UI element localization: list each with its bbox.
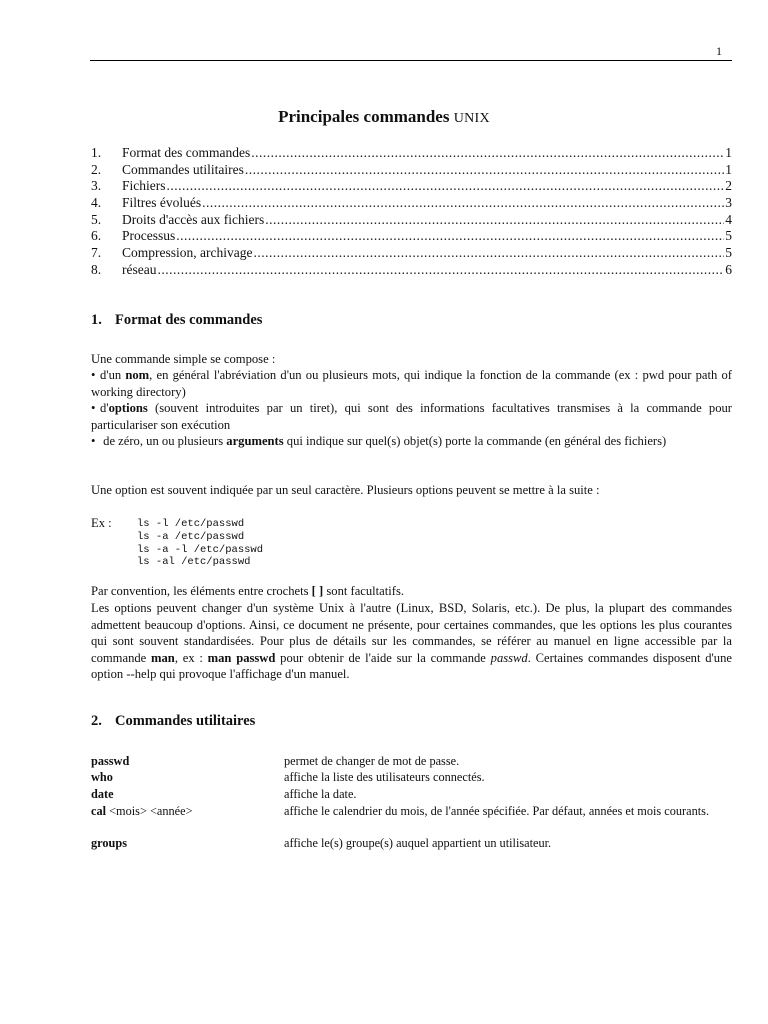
- command-name: [91, 835, 127, 851]
- toc-page: 5: [725, 228, 732, 244]
- man-keyword: man: [151, 650, 175, 665]
- bullet-keyword: arguments: [226, 434, 284, 448]
- command-keyword: groups: [91, 836, 127, 850]
- bullet-text-pre: d': [100, 401, 109, 415]
- example-code-block: [137, 518, 263, 569]
- toc-label: Droits d'accès aux fichiers: [122, 211, 265, 227]
- toc-page: 2: [725, 178, 732, 194]
- command-description: affiche la liste des utilisateurs connectés.: [284, 770, 485, 784]
- command-name: [91, 803, 193, 819]
- toc-number: 5.: [91, 211, 102, 227]
- toc-label: Format des commandes: [122, 145, 251, 160]
- title-unix: UNIX: [453, 111, 490, 126]
- page-title: [0, 107, 768, 127]
- code-line: ls -al /etc/passwd: [137, 556, 251, 569]
- code-line: ls -a /etc/passwd: [137, 530, 245, 543]
- toc-number: 8.: [91, 261, 102, 277]
- toc-leader: [251, 145, 724, 161]
- toc-entry[interactable]: [91, 195, 732, 212]
- toc-page: 5: [725, 245, 732, 261]
- section-heading-1: [91, 312, 262, 329]
- brackets: [ ]: [311, 584, 324, 598]
- man-passwd-keyword: man passwd: [207, 650, 276, 665]
- toc-label: Commandes utilitaires: [122, 161, 244, 177]
- bullet-icon: •: [91, 401, 96, 415]
- bullet-text-post: qui indique sur quel(s) objet(s) porte la commande (en général des fichiers): [283, 434, 667, 448]
- toc-label: Filtres évolués: [122, 195, 202, 211]
- toc-number: 6.: [91, 228, 102, 244]
- command-name: [91, 753, 129, 769]
- title-main: Principales commandes: [278, 107, 450, 126]
- toc-entry[interactable]: [91, 212, 732, 229]
- bullet-options: [91, 400, 732, 433]
- passwd-italic: passwd: [490, 650, 528, 665]
- toc-page: 4: [725, 211, 732, 227]
- bullet-icon: •: [91, 368, 96, 382]
- command-args: <mois> <année>: [106, 804, 193, 818]
- toc-number: 4.: [91, 195, 102, 211]
- convention-text-end: sont facultatifs.: [323, 584, 405, 598]
- option-note: Une option est souvent indiquée par un seul caractère. Plusieurs options peuvent se mettre à la suite :: [91, 483, 600, 497]
- code-line: ls -a -l /etc/passwd: [137, 543, 264, 556]
- section-number: 2.: [91, 713, 102, 729]
- toc-leader: [202, 195, 724, 211]
- bullet-text-pre: de zéro, un ou plusieurs: [100, 434, 227, 448]
- section-title: Commandes utilitaires: [115, 713, 256, 729]
- toc-number: 1.: [91, 145, 102, 160]
- toc-page: 1: [725, 161, 732, 177]
- toc-number: 2.: [91, 161, 102, 177]
- bullet-nom: [91, 367, 732, 400]
- toc-leader: [167, 178, 725, 194]
- toc-entry[interactable]: [91, 245, 732, 262]
- convention-text: Par convention, les éléments entre crochets: [91, 584, 312, 598]
- command-description: permet de changer de mot de passe.: [284, 754, 460, 768]
- toc-label: Processus: [122, 228, 176, 244]
- toc-page: 3: [725, 195, 732, 211]
- para-text: , ex :: [174, 650, 208, 665]
- convention-paragraph: [91, 583, 732, 600]
- section-heading-2: [91, 713, 255, 730]
- bullet-keyword: options: [108, 401, 148, 415]
- code-line: ls -l /etc/passwd: [137, 518, 245, 530]
- section-number: 1.: [91, 312, 102, 328]
- toc-page: 6: [725, 261, 732, 277]
- toc-label: Fichiers: [122, 178, 166, 194]
- bullet-text-pre: d'un: [100, 368, 126, 382]
- toc-label: Compression, archivage: [122, 245, 253, 261]
- command-keyword: who: [91, 770, 113, 784]
- toc-label: réseau: [122, 261, 157, 277]
- command-name: [91, 786, 114, 802]
- bullet-arguments: [91, 433, 732, 450]
- command-name: [91, 769, 113, 785]
- command-description: affiche le(s) groupe(s) auquel appartient un utilisateur.: [284, 836, 552, 850]
- toc-entry[interactable]: [91, 145, 732, 162]
- para-text: . Certaines commandes disposent d'une option --help qui provoque l'affichage d'un manuel.: [91, 650, 732, 681]
- para-text: Les options peuvent changer d'un système Unix à l'autre (Linux, BSD, Solaris, etc.). De plus, la plupart des commandes admettent beaucoup d'options. Ainsi, ce document ne présente, pour certaines commandes, que les options les plus courantes qui sont souvent standardisées. Pour plus de détails sur les commandes, se référer au manuel en ligne accessible par la commande: [91, 601, 732, 665]
- para-text: pour obtenir de l'aide sur la commande: [275, 650, 491, 665]
- bullet-keyword: nom: [125, 368, 150, 382]
- intro-paragraph: Une commande simple se compose :: [91, 352, 276, 366]
- example-label: Ex :: [91, 516, 112, 530]
- toc-entry[interactable]: [91, 162, 732, 179]
- toc-page: 1: [725, 145, 732, 160]
- table-of-contents: [91, 145, 732, 279]
- toc-number: 7.: [91, 245, 102, 261]
- toc-entry[interactable]: [91, 178, 732, 195]
- toc-entry[interactable]: [91, 228, 732, 245]
- bullet-text-post: (souvent introduites par un tiret), qui sont des informations facultatives transmises à la commande pour particulariser son exécution: [91, 401, 732, 432]
- header-rule: [90, 60, 732, 61]
- toc-leader: [157, 262, 724, 278]
- toc-leader: [253, 245, 724, 261]
- section-title: Format des commandes: [115, 312, 263, 328]
- bullet-icon: •: [91, 434, 96, 448]
- command-description: affiche la date.: [284, 787, 357, 801]
- command-keyword: date: [91, 787, 114, 801]
- toc-entry[interactable]: [91, 262, 732, 279]
- bullet-text-post: , en général l'abréviation d'un ou plusieurs mots, qui indique la fonction de la commande (ex : pwd pour path of working directory): [91, 368, 732, 399]
- command-description: affiche le calendrier du mois, de l'année spécifiée. Par défaut, années et mois courants.: [284, 804, 710, 818]
- toc-number: 3.: [91, 178, 102, 194]
- command-keyword: cal: [91, 804, 107, 818]
- toc-leader: [176, 228, 724, 244]
- page-number: 1: [716, 44, 722, 58]
- command-keyword: passwd: [91, 754, 130, 768]
- options-paragraph: [91, 600, 732, 683]
- toc-leader: [245, 162, 724, 178]
- toc-leader: [265, 212, 724, 228]
